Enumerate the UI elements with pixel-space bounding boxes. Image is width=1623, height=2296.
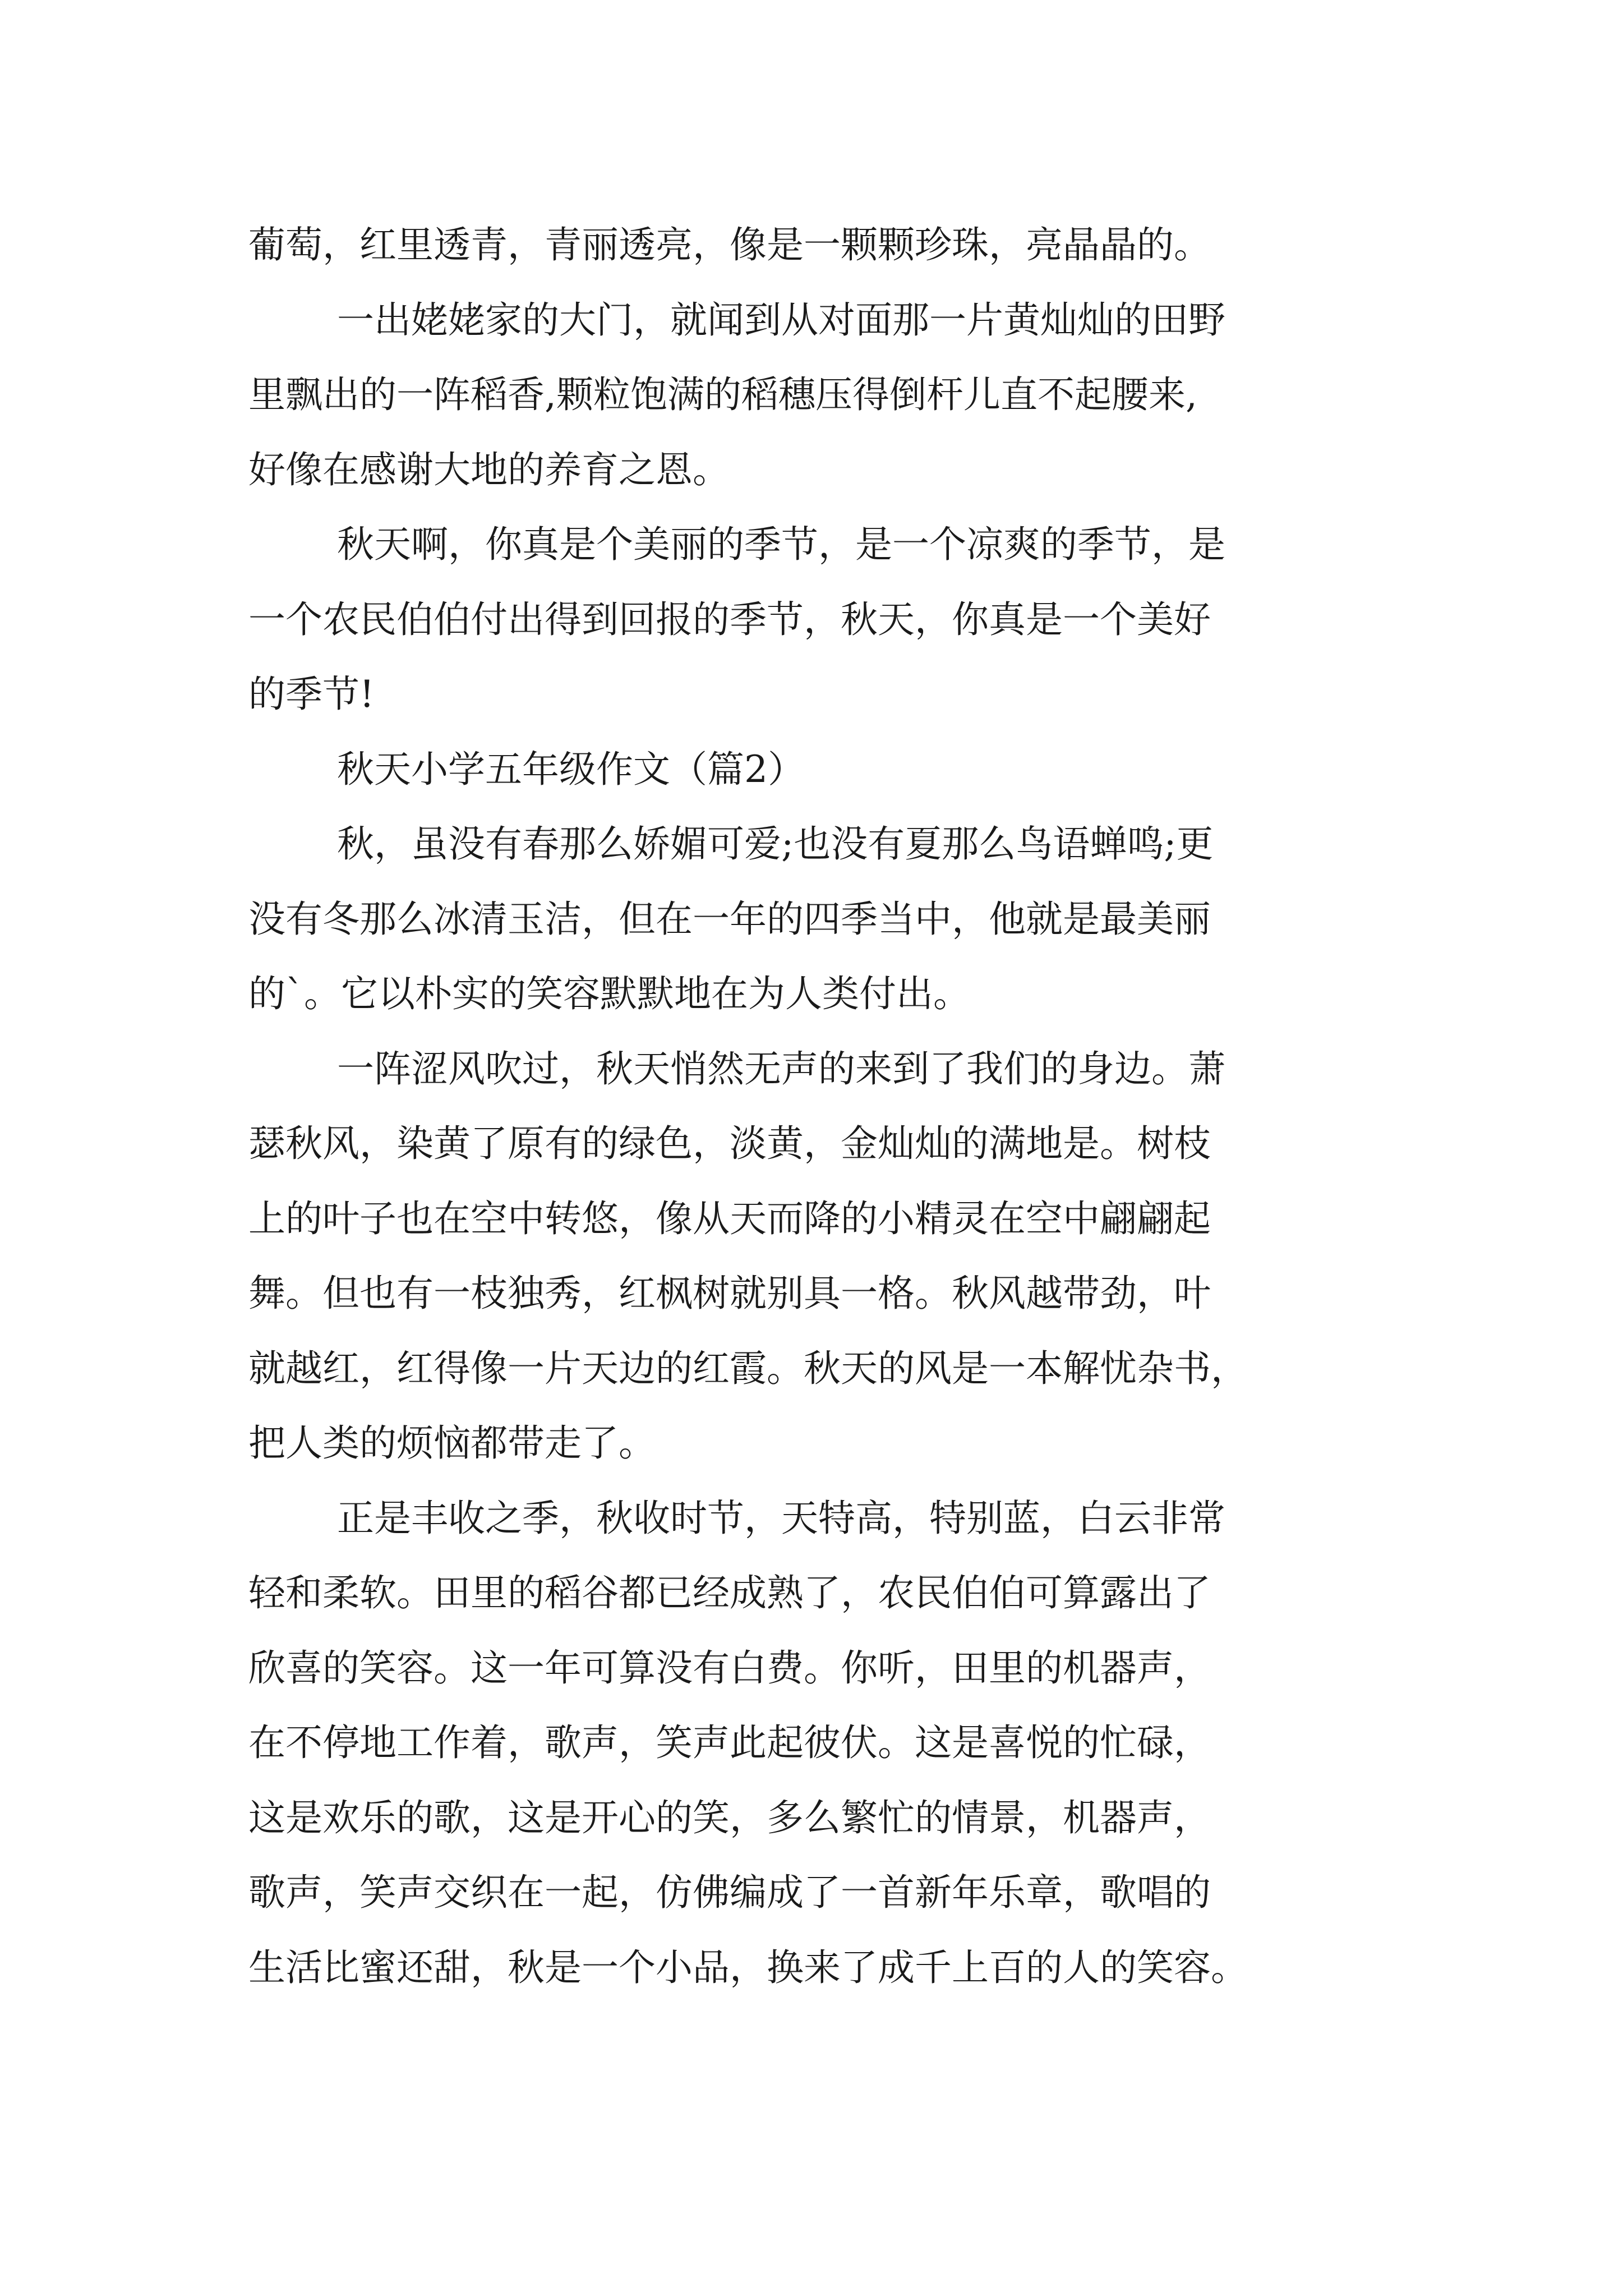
text-line: 歌声，笑声交织在一起，仿佛编成了一首新年乐章，歌唱的 [248,1871,1211,1914]
text-line: 这是欢乐的歌，这是开心的笑，多么繁忙的情景，机器声， [248,1796,1211,1839]
text-line: 欣喜的笑容。这一年可算没有白费。你听，田里的机器声， [248,1646,1211,1690]
text-line: 好像在感谢大地的养育之恩。 [248,448,730,491]
text-line: 瑟秋风，染黄了原有的绿色，淡黄，金灿灿的满地是。树枝 [248,1122,1211,1165]
text-line: 里飘出的一阵稻香,颗粒饱满的稻穗压得倒杆儿直不起腰来, [248,373,1197,416]
paragraph-start-line: 秋，虽没有春那么娇媚可爱;也没有夏那么鸟语蝉鸣;更 [337,822,1214,866]
text-line: 的季节! [248,673,375,716]
text-line: 上的叶子也在空中转悠，像从天而降的小精灵在空中翩翩起 [248,1197,1211,1240]
text-line: 没有冬那么冰清玉洁，但在一年的四季当中，他就是最美丽 [248,897,1211,941]
paragraph-start-line: 一出姥姥家的大门，就闻到从对面那一片黄灿灿的田野 [337,298,1225,342]
text-line: 葡萄，红里透青，青丽透亮，像是一颗颗珍珠，亮晶晶的。 [248,223,1211,266]
text-line: 把人类的烦恼都带走了。 [248,1421,656,1465]
text-line: 就越红，红得像一片天边的红霞。秋天的风是一本解忧杂书， [248,1346,1248,1390]
text-line: 的`。它以朴实的笑容默默地在为人类付出。 [248,972,970,1015]
text-line: 舞。但也有一枝独秀，红枫树就别具一格。秋风越带劲，叶 [248,1272,1211,1315]
paragraph-start-line: 正是丰收之季，秋收时节，天特高，特别蓝，白云非常 [337,1496,1225,1540]
text-line: 生活比蜜还甜，秋是一个小品，换来了成千上百的人的笑容。 [248,1945,1248,1989]
section-heading: 秋天小学五年级作文（篇2） [337,747,805,791]
paragraph-start-line: 秋天啊，你真是个美丽的季节，是一个凉爽的季节，是 [337,523,1225,566]
paragraph-start-line: 一阵涩风吹过，秋天悄然无声的来到了我们的身边。萧 [337,1047,1225,1091]
body-text [248,208,1437,2005]
text-line: 在不停地工作着，歌声，笑声此起彼伏。这是喜悦的忙碌， [248,1721,1211,1764]
text-line: 轻和柔软。田里的稻谷都已经成熟了，农民伯伯可算露出了 [248,1571,1211,1614]
text-line: 一个农民伯伯付出得到回报的季节，秋天，你真是一个美好 [248,597,1211,641]
